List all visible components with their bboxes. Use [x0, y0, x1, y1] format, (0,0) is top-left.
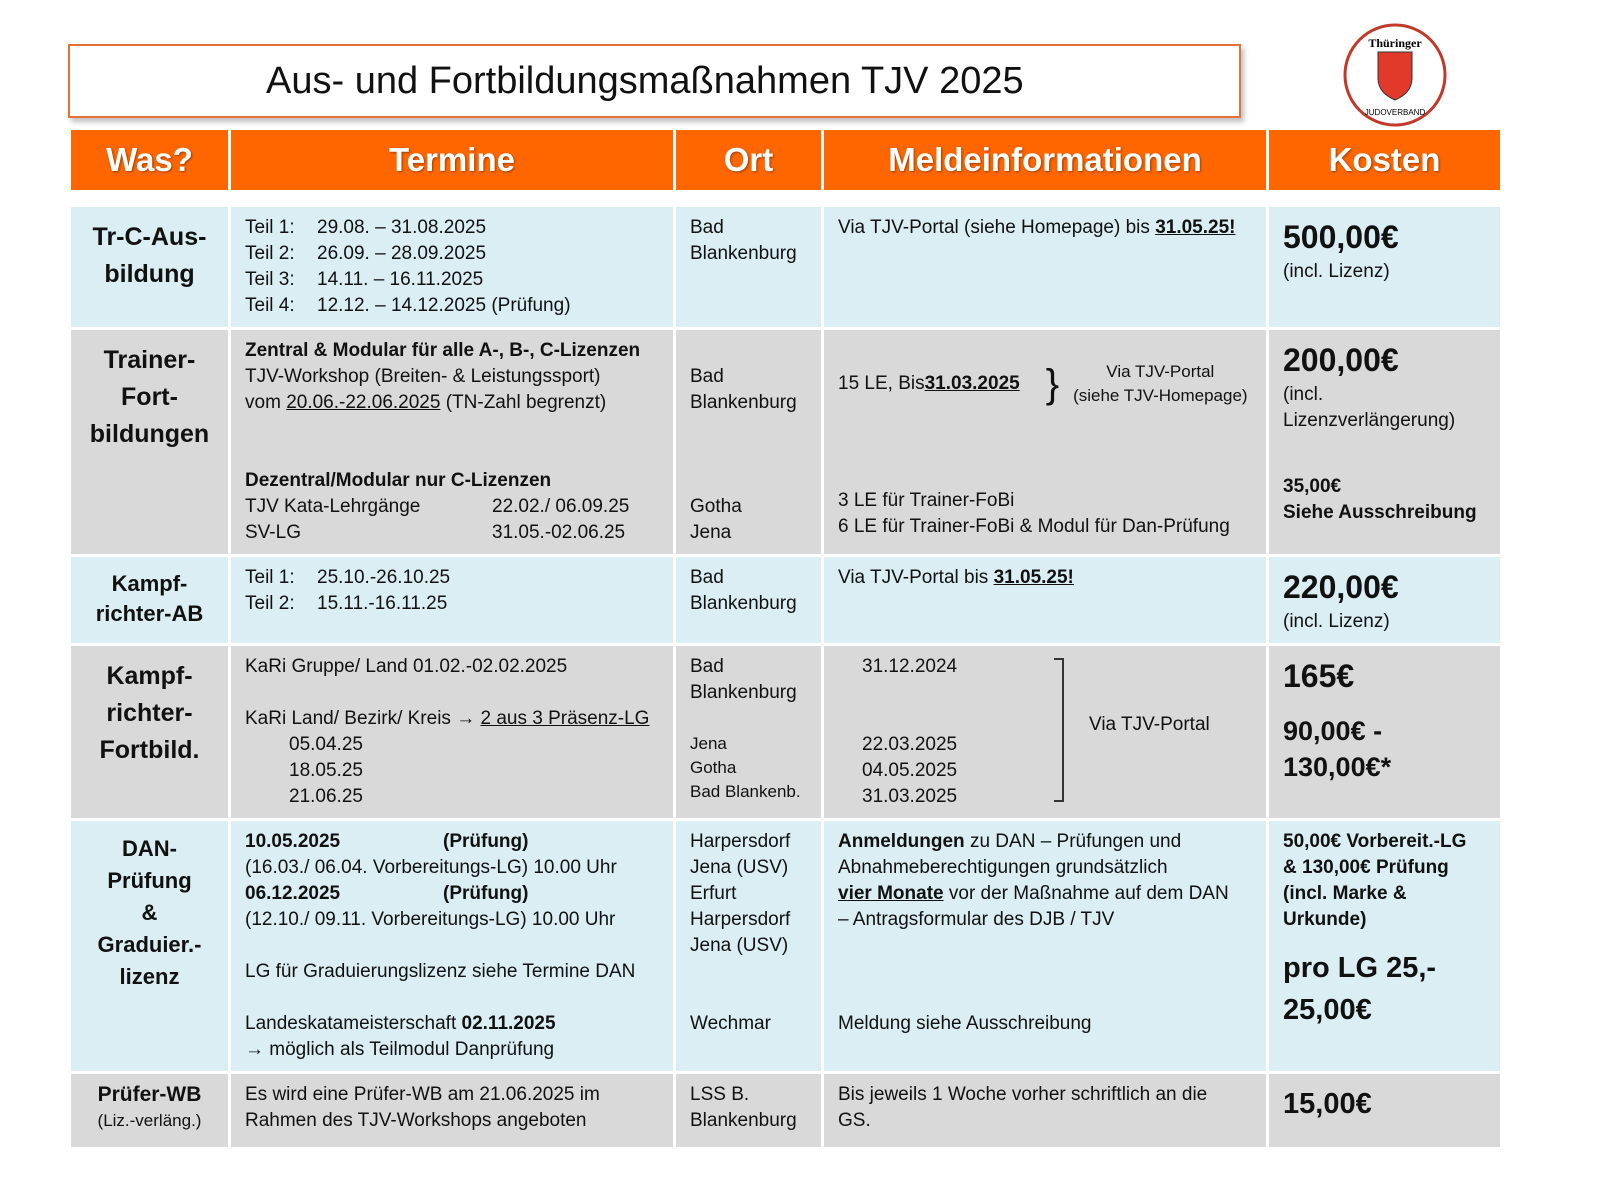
col-meldeinformationen: Meldeinformationen [823, 130, 1268, 190]
table-row: Tr-C-Aus-bildung Teil 1: 29.08. – 31.08.2025 Teil 2: 26.09. – 28.09.2025 Teil 3: 14.11. – 16.11.2025 Teil 4: 12.12. – 14.12.2025 (Prüfung) Bad Blankenburg Via TJV-Portal (siehe Homepage) bis 31.05.25! 500,00€ (incl. Lizenz) [70, 205, 1502, 328]
table-row: Kampf- richter- Fortbild. KaRi Gruppe/ Land 01.02.-02.02.2025 KaRi Land/ Bezirk/ Kreis → 2 aus 3 Präsenz-LG 05.04.25 18.05.25 21.06.25 Bad Blankenburg Jena Gotha Bad Blankenb. 31.12.2024 22.03.2025 04.05.2025 31.03.2025 Via TJV-Portal 165€ 90,00€ - 130,00€* [70, 644, 1502, 819]
col-termine: Termine [230, 130, 675, 190]
table-row: Trainer- Fort- bildungen Zentral & Modular für alle A-, B-, C-Lizenzen TJV-Workshop (Breiten- & Leistungssport) vom 20.06.-22.06.2025 (TN-Zahl begrenzt) Dezentral/Modular nur C-Lizenzen TJV Kata-Lehrgänge 22.02./ 06.09.25 SV-LG 31.05.-02.06.25 Bad Blankenburg Gotha Jena 15 LE, Bis 31.03.2025 } Via TJV-Portal (siehe TJV-Homepage) 3 LE für Trainer-FoBi 6 LE für Trainer-FoBi & Modul für Dan-Prüfung 200,00€ (incl. Lizenzverlängerung) 35,00€ Siehe Ausschreibung [70, 328, 1502, 555]
svg-text:Thüringer: Thüringer [1368, 36, 1422, 50]
header-row [70, 130, 1502, 190]
col-ort: Ort [675, 130, 823, 190]
col-kosten: Kosten [1268, 130, 1502, 190]
table-row: DAN- Prüfung & Graduier.- lizenz 10.05.2025 (Prüfung) (16.03./ 06.04. Vorbereitungs-LG) 10.00 Uhr 06.12.2025 (Prüfung) (12.10./ 09.11. Vorbereitungs-LG) 10.00 Uhr LG für Graduierungslizenz siehe Termine DAN Landeskatameisterschaft 02.11.2025 → möglich als Teilmodul Danprüfung Harpersdorf Jena (USV) Erfurt Harpersdorf Jena (USV) Wechmar Anmeldungen zu DAN – Prüfungen und Abnahmeberechtigungen grundsätzlich vier Monate vor der Maßnahme auf dem DAN – Antragsformular des DJB / TJV Meldung siehe Ausschreibung 50,00€ Vorbereit.-LG & 130,00€ Prüfung (incl. Marke & Urkunde) pro LG 25,- 25,00€ [70, 819, 1502, 1072]
svg-text:JUDOVERBAND: JUDOVERBAND [1364, 108, 1426, 117]
page-title: Aus- und Fortbildungsmaßnahmen TJV 2025 [68, 44, 1241, 118]
col-was: Was? [70, 130, 230, 190]
brace [1054, 658, 1064, 802]
tjv-logo [1340, 20, 1450, 130]
table-row: Kampf- richter-AB Teil 1: 25.10.-26.10.25 Teil 2: 15.11.-16.11.25 Bad Blankenburg Via TJV-Portal bis 31.05.25! 220,00€ (incl. Lizenz) [70, 555, 1502, 644]
courses-table [68, 130, 1503, 1150]
table-row: Prüfer-WB (Liz.-verläng.) Es wird eine Prüfer-WB am 21.06.2025 im Rahmen des TJV-Workshops angeboten LSS B. Blankenburg Bis jeweils 1 Woche vorher schriftlich an die GS. 15,00€ [70, 1072, 1502, 1148]
